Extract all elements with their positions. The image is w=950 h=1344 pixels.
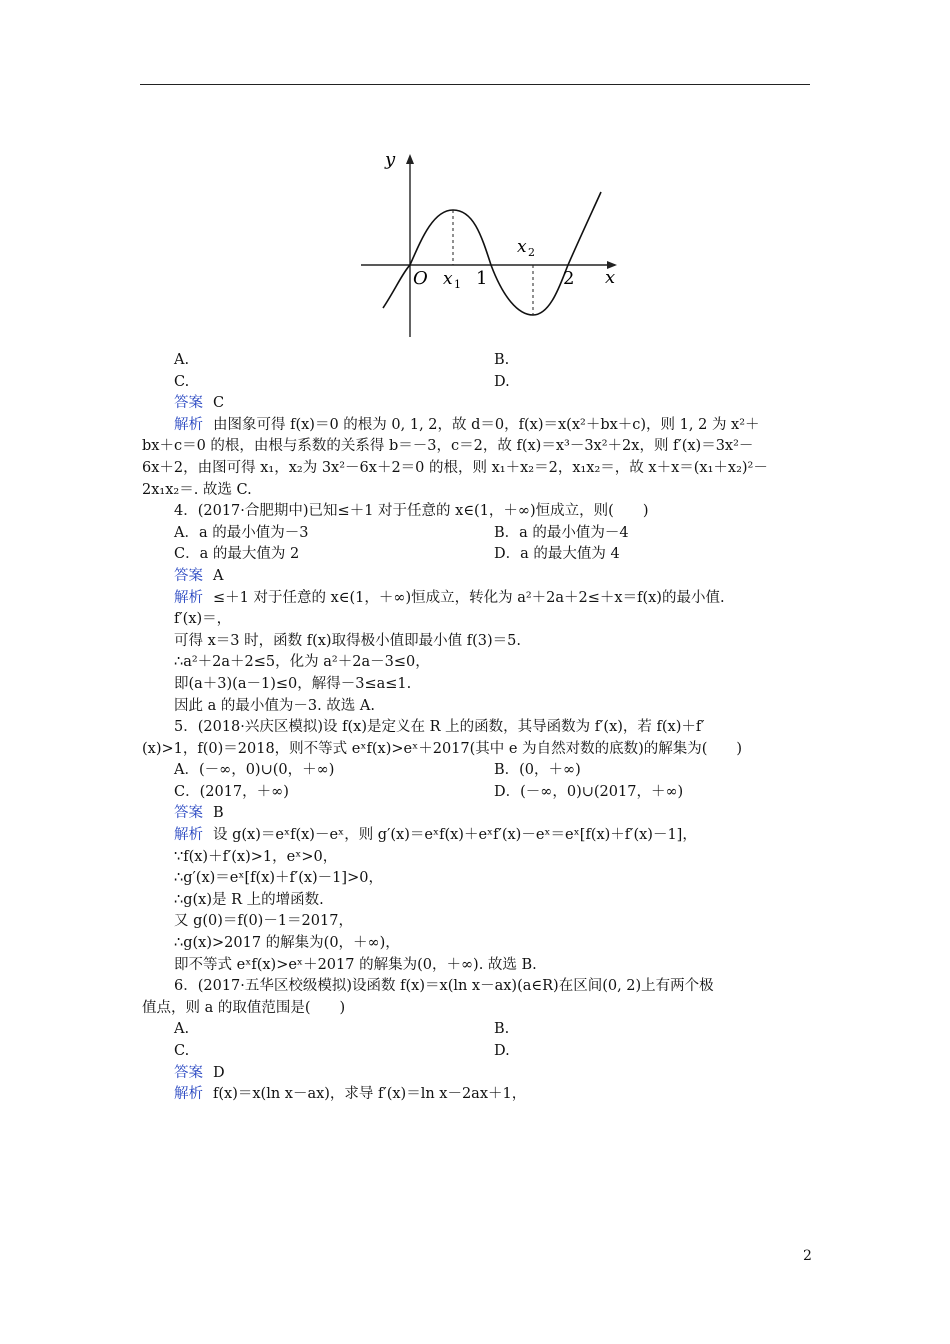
q6-option-d: D. [494,1043,510,1059]
q4-option-b: B．a 的最小值为－4 [494,524,629,541]
q4-solution-line-1 [174,588,814,610]
q6-option-a: A. [174,1021,190,1038]
q6-stem-line-2: 值点，则 a 的取值范围是( ) [142,999,346,1016]
q4-options-row-1 [174,523,814,545]
tick-1-label: 1 [476,268,488,289]
analysis-tag: 解析 [174,416,203,433]
q5-solution-line-2: ∵f(x)＋f′(x)>1，eˣ>0， [174,848,338,865]
origin-label: O [413,268,428,289]
q3-solution-line-2: bx＋c＝0 的根，由根与系数的关系得 b＝－3，c＝2，故 f(x)＝x³－3x²＋2x，则 f′(x)＝3x²－ [142,438,754,455]
q5-stem-line-2: (x)>1，f(0)＝2018，则不等式 eˣf(x)>eˣ＋2017(其中 e 为自然对数的底数)的解集为( ) [142,740,743,757]
x2-subscript: 2 [528,246,535,259]
q5-solution-text-1: 设 g(x)＝eˣf(x)－eˣ，则 g′(x)＝eˣf(x)＋eˣf′(x)－eˣ＝eˣ[f(x)＋f′(x)－1]， [213,827,697,844]
q4-solution-line-4: ∴a²＋2a＋2≤5，化为 a²＋2a－3≤0， [174,654,430,671]
tick-2-label: 2 [563,268,575,289]
y-axis-arrow [406,154,414,164]
q3-options-row-2 [174,372,814,394]
function-curve [383,192,601,315]
q3-answer-value: C [213,395,225,412]
q3-solution-line-3: 6x＋2，由图可得 x₁，x₂为 3x²－6x＋2＝0 的根，则 x₁＋x₂＝2，x₁x₂＝，故 x＋x＝(x₁＋x₂)²－ [142,459,768,476]
question-content [142,350,814,1106]
q5-solution-line-6: ∴g(x)>2017 的解集为(0，＋∞)， [174,935,400,952]
q6-options-row-1 [174,1019,814,1041]
q3-option-a: A. [174,352,190,368]
q3-option-b: B. [494,352,510,368]
answer-tag: 答案 [174,1064,203,1081]
q3-options-row-1 [174,350,814,372]
q5-option-a: A．(－∞，0)∪(0，＋∞) [174,762,335,779]
x2-label: x [517,237,527,257]
q6-solution-line-1 [174,1084,814,1106]
q3-answer [174,393,814,415]
q4-stem: 4．(2017·合肥期中)已知≤＋1 对于任意的 x∈(1，＋∞)恒成立，则( ) [174,503,649,520]
q4-solution-line-2: f′(x)＝， [174,611,232,628]
q6-option-b: B. [494,1021,510,1038]
q6-solution-text-1: f(x)＝x(ln x－ax)，求导 f′(x)＝ln x－2ax＋1， [213,1086,527,1103]
q3-option-d: D. [494,373,510,390]
analysis-tag: 解析 [174,1086,203,1103]
x-axis-label: x [605,267,616,288]
cubic-function-graph [333,122,651,350]
analysis-tag: 解析 [174,589,203,606]
q4-solution-line-6: 因此 a 的最小值为－3. 故选 A. [174,697,375,714]
q3-solution-text-1: 由图象可得 f(x)＝0 的根为 0, 1, 2，故 d＝0，f(x)＝x(x²＋bx＋c)，则 1, 2 为 x²＋ [213,416,760,433]
q5-answer-value: B [213,805,224,822]
answer-tag: 答案 [174,805,203,822]
q3-solution-line-1 [174,415,814,437]
q4-option-a: A．a 的最小值为－3 [174,524,309,541]
x1-label: x [443,269,453,289]
q3-solution-line-4: 2x₁x₂＝. 故选 C. [142,481,252,498]
analysis-tag: 解析 [174,827,203,844]
answer-tag: 答案 [174,567,203,584]
q6-answer-value: D [213,1064,225,1081]
q5-option-c: C．(2017，＋∞) [174,783,289,800]
q3-option-c: C. [174,373,190,390]
q4-solution-text-1: ≤＋1 对于任意的 x∈(1，＋∞)恒成立，转化为 a²＋2a＋2≤＋x＝f(x)的最小值. [213,589,725,606]
y-axis-label: y [385,149,396,170]
x1-subscript: 1 [454,278,461,291]
q5-stem-line-1: 5．(2018·兴庆区模拟)设 f(x)是定义在 R 上的函数，其导函数为 f′(x)，若 f(x)＋f′ [174,719,705,736]
q5-options-row-2 [174,782,814,804]
q6-answer [174,1063,814,1085]
q5-options-row-1 [174,760,814,782]
q5-solution-line-5: 又 g(0)＝f(0)－1＝2017， [174,913,353,930]
q6-option-c: C. [174,1043,190,1059]
q4-answer [174,566,814,588]
q5-solution-line-7: 即不等式 eˣf(x)>eˣ＋2017 的解集为(0，＋∞). 故选 B. [174,956,537,973]
q5-solution-line-4: ∴g(x)是 R 上的增函数. [174,891,324,908]
q6-options-row-2 [174,1041,814,1063]
q6-stem-line-1: 6．(2017·五华区校级模拟)设函数 f(x)＝x(ln x－ax)(a∈R)在区间(0, 2)上有两个极 [174,978,714,995]
answer-tag: 答案 [174,395,203,412]
q4-option-d: D．a 的最大值为 4 [494,546,620,563]
q4-option-c: C．a 的最大值为 2 [174,546,300,563]
header-rule [140,84,810,85]
q5-solution-line-1 [174,825,814,847]
page-number: 2 [803,1248,812,1264]
q5-option-b: B．(0，＋∞) [494,762,581,779]
q4-solution-line-3: 可得 x＝3 时，函数 f(x)取得极小值即最小值 f(3)＝5. [174,632,521,649]
q5-answer [174,803,814,825]
q5-option-d: D．(－∞，0)∪(2017，＋∞) [494,783,684,800]
q4-answer-value: A [213,567,224,584]
q4-solution-line-5: 即(a＋3)(a－1)≤0，解得－3≤a≤1. [174,675,412,692]
q4-options-row-2 [174,544,814,566]
q5-solution-line-3: ∴g′(x)＝eˣ[f(x)＋f′(x)－1]>0， [174,870,383,887]
